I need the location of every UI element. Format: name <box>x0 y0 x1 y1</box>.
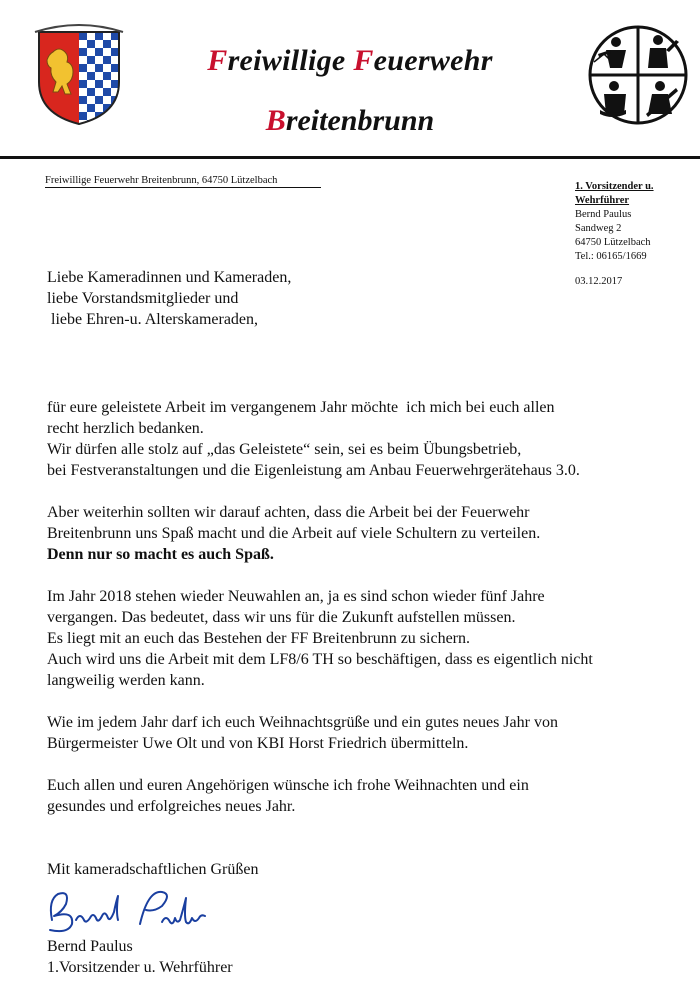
header-divider <box>0 156 700 159</box>
title-word-1-rest: reiwillige <box>227 44 354 77</box>
body-line: langweilig werden kann. <box>47 672 205 689</box>
body-line: recht herzlich bedanken. <box>47 420 204 437</box>
coat-check <box>79 88 87 96</box>
coat-check <box>95 96 103 104</box>
title-location-rest: reitenbrunn <box>285 104 435 137</box>
coat-check <box>103 96 111 104</box>
body-line: Aber weiterhin sollten wir darauf achten, dass die Arbeit bei der Feuerwehr <box>47 504 530 521</box>
coat-check <box>103 80 111 88</box>
title-location-initial: B <box>265 104 286 137</box>
body-line: Euch allen und euren Angehörigen wünsche ich frohe Weihnachten und ein <box>47 777 529 794</box>
coat-check <box>103 88 111 96</box>
sender-address-line: Freiwillige Feuerwehr Breitenbrunn, 64750 Lützelbach <box>45 175 321 188</box>
contact-city: 64750 Lützelbach <box>575 237 651 248</box>
coat-check <box>79 32 87 40</box>
coat-check <box>111 32 119 40</box>
closing-line: Mit kameradschaftlichen Grüßen <box>47 861 259 878</box>
salutation-line: liebe Ehren-u. Alterskameraden, <box>47 311 259 328</box>
body-line: vergangen. Das bedeutet, dass wir uns für die Zukunft aufstellen müssen. <box>47 609 516 626</box>
title-initial-2: F <box>353 44 374 77</box>
coat-check <box>95 88 103 96</box>
body-line: Wie im jedem Jahr darf ich euch Weihnachtsgrüße und ein gutes neues Jahr von <box>47 714 558 731</box>
coat-check <box>103 32 111 40</box>
contact-street: Sandweg 2 <box>575 223 622 234</box>
coat-check <box>79 96 87 104</box>
body-line: bei Festveranstaltungen und die Eigenleistung am Anbau Feuerwehrgerätehaus 3.0. <box>47 462 580 479</box>
body-line: Wir dürfen alle stolz auf „das Geleistete“ sein, sei es beim Übungsbetrieb, <box>47 441 522 458</box>
contact-block <box>575 180 695 264</box>
contact-name: Bernd Paulus <box>575 209 632 220</box>
coat-check <box>87 32 95 40</box>
body-line: Auch wird uns die Arbeit mit dem LF8/6 TH so beschäftigen, dass es eigentlich nicht <box>47 651 593 668</box>
title-word-2-rest: euerwehr <box>373 44 493 77</box>
handwritten-signature <box>44 880 224 938</box>
signoff-name: Bernd Paulus <box>47 938 133 955</box>
coat-check <box>87 96 95 104</box>
body-bold-line: Denn nur so macht es auch Spaß. <box>47 546 274 563</box>
body-line: gesundes und erfolgreiches neues Jahr. <box>47 798 296 815</box>
coat-check <box>79 80 87 88</box>
body-line: Im Jahr 2018 stehen wieder Neuwahlen an, ja es sind schon wieder fünf Jahre <box>47 588 545 605</box>
organization-location <box>0 104 700 138</box>
coat-check <box>87 80 95 88</box>
salutation-line: liebe Vorstandsmitglieder und <box>47 290 239 307</box>
body-line: Breitenbrunn uns Spaß macht und die Arbeit auf viele Schultern zu verteilen. <box>47 525 541 542</box>
coat-check <box>95 80 103 88</box>
coat-check <box>87 88 95 96</box>
signoff-role: 1.Vorsitzender u. Wehrführer <box>47 959 233 976</box>
body-line: Es liegt mit an euch das Bestehen der FF Breitenbrunn zu sichern. <box>47 630 471 647</box>
body-line: Bürgermeister Uwe Olt und von KBI Horst Friedrich übermitteln. <box>47 735 469 752</box>
contact-phone: Tel.: 06165/1669 <box>575 251 647 262</box>
organization-title <box>0 44 700 78</box>
contact-role-line-1: 1. Vorsitzender u. <box>575 181 654 192</box>
coat-check <box>95 32 103 40</box>
body-line: für eure geleistete Arbeit im vergangenem Jahr möchte ich mich bei euch allen <box>47 399 555 416</box>
letter-date: 03.12.2017 <box>575 276 623 287</box>
contact-role-line-2: Wehrführer <box>575 195 630 206</box>
salutation-line: Liebe Kameradinnen und Kameraden, <box>47 269 292 286</box>
title-initial-1: F <box>207 44 228 77</box>
